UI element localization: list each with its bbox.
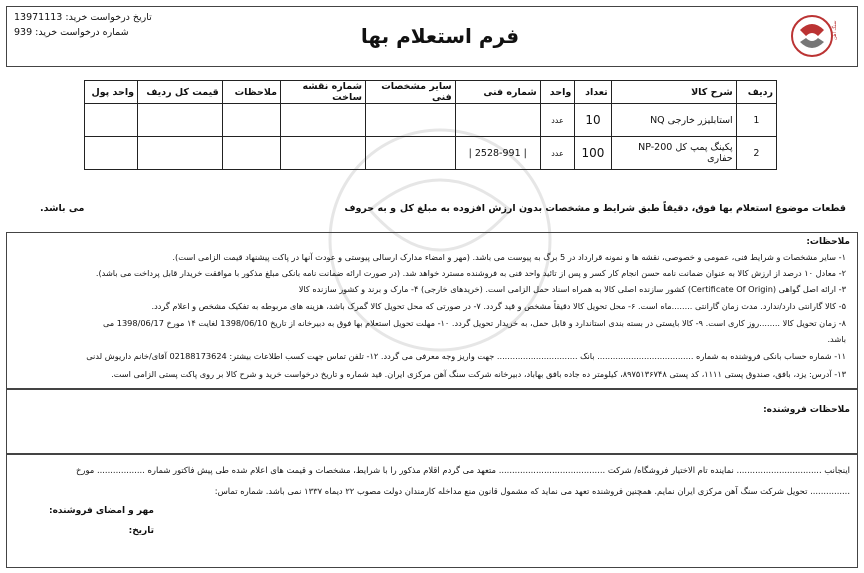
notes-title: ملاحظات:: [806, 237, 850, 247]
note-item: ۳- ارائه اصل گواهی (Certificate Of Origin) کشور سازنده اصلی کالا به همراه اسناد حمل الزامی است. (خریدهای خارجی) ۴- مارک و برند و کشور سازنده کالا: [298, 284, 846, 294]
cell-description: استابلیزر خارجی NQ: [611, 104, 736, 137]
signature-date-label: تاریخ:: [128, 526, 154, 536]
tech-no-value: 2528-991: [474, 147, 521, 159]
note-item: ۸- زمان تحویل کالا ........روز کاری است. ۹- کالا بایستی در بسته بندی استاندارد و قابل حمل، به خریدار تحویل گردد. ۱۰- مهلت تحویل استعلام بها فوق به دبیرخانه از تاریخ 1398/06/10 لغایت ۱۴ مورخ 1398/06/17 می: [102, 318, 846, 328]
cell-drawing-no: [280, 104, 365, 137]
cell-currency: [85, 104, 138, 137]
col-row-total: قیمت کل ردیف: [138, 81, 223, 104]
svg-text:سنگ آهن: سنگ آهن: [832, 20, 838, 40]
cell-row: 2: [736, 137, 776, 170]
cell-other-specs: [365, 137, 455, 170]
cell-row-total: [138, 104, 223, 137]
cell-remarks: [222, 104, 280, 137]
note-item: ۲- معادل ۱۰ درصد از ارزش کالا به عنوان ضمانت نامه حسن انجام کار کسر و پس از تائید واحد فنی به فروشنده مسترد خواهد شد. (در صورت ارائه ضمانت نامه بانکی مبلغ مذکور با موافقت خریدار قابل پرداخت می باشد).: [95, 268, 846, 278]
table-header-row: [85, 81, 777, 104]
cell-row-total: [138, 137, 223, 170]
request-date-label: تاریخ درخواست خرید:: [65, 12, 152, 23]
request-number-value: 939: [14, 27, 33, 38]
col-currency: واحد پول: [85, 81, 138, 104]
cell-currency: [85, 137, 138, 170]
col-remarks: ملاحظات: [222, 81, 280, 104]
items-table: [84, 80, 777, 170]
col-drawing-no: شماره نقشه ساخت: [280, 81, 365, 104]
col-other-specs: سایر مشخصات فنی: [365, 81, 455, 104]
cell-tech-no: [455, 104, 540, 137]
cell-other-specs: [365, 104, 455, 137]
cell-tech-no: | 2528-991 |: [455, 137, 540, 170]
col-row: ردیف: [736, 81, 776, 104]
cell-drawing-no: [280, 137, 365, 170]
signature-line-2: ............... تحویل شرکت سنگ آهن مرکزی ایران نمایم. همچنین فروشنده تعهد می نماید که مشمول قانون منع مداخله کارمندان دولت مصوب ۲۲ دیماه ۱۳۳۷ نمی باشد. شماره تماس:: [214, 486, 850, 496]
signature-line-1: اینجانب ................................ نماینده تام الاختیار فروشگاه/ شرکت ........................................ متعهد می گردم اقلام مذکور را با شرایط، مشخصات و قیمت های اعلام شده طی پیش فاکتور شماره .................. مورخ: [76, 465, 850, 475]
request-date-value: 13971113: [14, 12, 63, 23]
request-number: [14, 27, 129, 38]
seller-stamp-label: مهر و امضای فروشنده:: [49, 506, 154, 516]
totals-in-words: و به حروف: [344, 203, 396, 214]
cell-description: پکینگ پمپ کل NP-200 حفاری: [611, 137, 736, 170]
seller-notes-title: ملاحظات فروشنده:: [763, 405, 850, 415]
note-item: ۱- سایر مشخصات و شرایط فنی، عمومی و خصوصی، نقشه ها و نمونه قرارداد در 5 برگ به پیوست می باشد. (مهر و امضاء مدارک ارسالی پیوستی و عودت آنها در پاکت پیشنهاد قیمت الزامی است).: [172, 252, 846, 262]
form-title: فرم استعلام بها: [360, 24, 520, 48]
request-number-label: شماره درخواست خرید:: [35, 27, 129, 38]
cell-unit: عدد: [540, 104, 574, 137]
totals-suffix: می باشد.: [40, 203, 85, 214]
seller-notes-frame: [6, 389, 858, 454]
table-row: [85, 104, 777, 137]
note-item: باشد.: [827, 334, 846, 344]
note-item: ۱۱- شماره حساب بانکی فروشنده به شماره ..................................... بانک ............................... جهت واریز وجه معرفی می گردد. ۱۲- تلفن تماس جهت کسب اطلاعات بیشتر: 02188173624 آقای/خانم داریوش لدنی: [86, 351, 846, 361]
cell-qty: 10: [575, 104, 611, 137]
note-item: ۵- کالا گارانتی دارد/ندارد. مدت زمان گارانتی ........ماه است. ۶- محل تحویل کالا دقیقاً مشخص و قید گردد. ۷- در صورتی که محل تحویل کالا گمرک باشد، هزینه های مربوطه به تفکیک مشخص و اعلام گردد.: [151, 301, 846, 311]
table-row: [85, 137, 777, 170]
col-unit: واحد: [540, 81, 574, 104]
note-item: ۱۳- آدرس: یزد، بافق، صندوق پستی ۱۱۱۱، کد پستی ۸۹۷۵۱۳۶۷۴۸، کیلومتر ده جاده بافق بهاباد، دبیرخانه شرکت سنگ آهن مرکزی ایران. قید شماره و تاریخ درخواست خرید و شرح کالا بر روی پاکت پستی الزامی است.: [111, 369, 846, 379]
request-date: [14, 12, 152, 23]
col-tech-no: شماره فنی: [455, 81, 540, 104]
cell-remarks: [222, 137, 280, 170]
totals-text: قطعات موضوع استعلام بها فوق، دقیقاً طبق شرایط و مشخصات بدون ارزش افزوده به مبلغ کل: [399, 203, 846, 214]
cell-row: 1: [736, 104, 776, 137]
company-logo-icon: [790, 10, 844, 64]
col-qty: تعداد: [575, 81, 611, 104]
cell-qty: 100: [575, 137, 611, 170]
col-description: شرح کالا: [611, 81, 736, 104]
cell-unit: عدد: [540, 137, 574, 170]
